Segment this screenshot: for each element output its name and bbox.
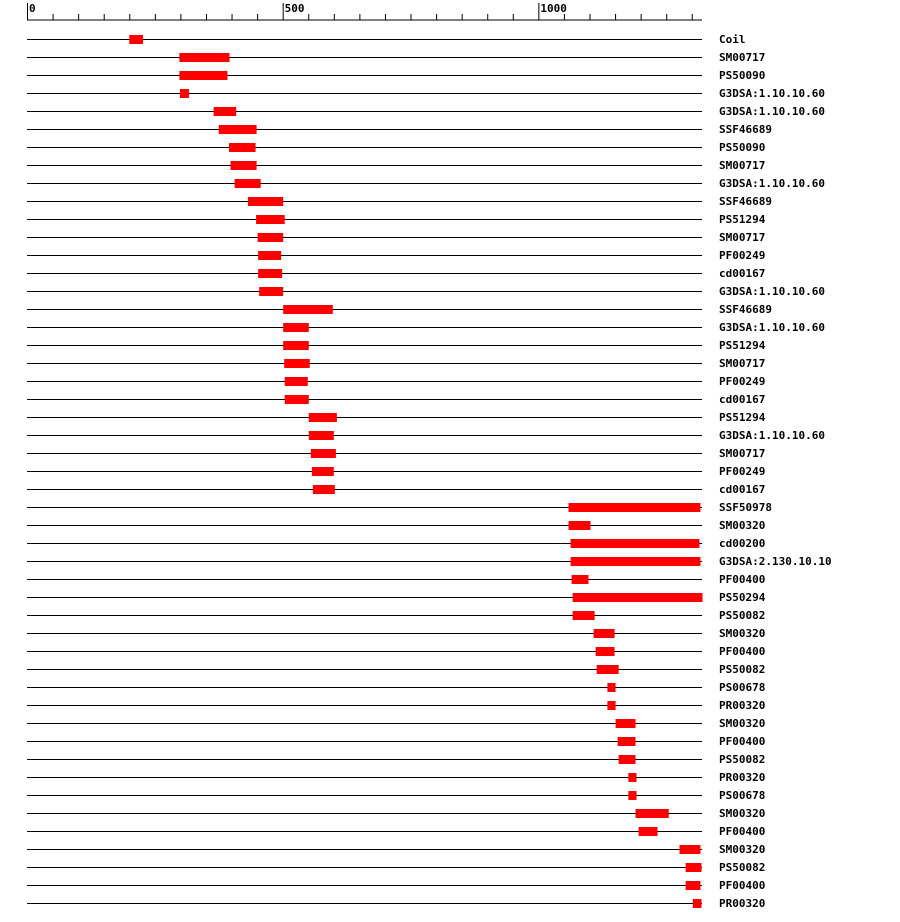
feature-track-row <box>27 141 765 154</box>
feature-bar[interactable] <box>619 755 636 764</box>
feature-track-row <box>27 447 765 460</box>
feature-bar[interactable] <box>179 71 227 80</box>
feature-track-row <box>27 789 765 802</box>
feature-bar[interactable] <box>573 611 595 620</box>
track-label: SM00320 <box>719 627 766 640</box>
feature-track-row <box>27 519 765 532</box>
feature-track-row <box>27 465 765 478</box>
track-label: SM00717 <box>719 447 766 460</box>
feature-bar[interactable] <box>283 341 309 350</box>
track-label: PS50294 <box>719 591 766 604</box>
feature-track-row <box>27 825 765 838</box>
feature-bar[interactable] <box>219 125 257 134</box>
track-label: G3DSA:1.10.10.60 <box>719 177 825 190</box>
feature-track-row <box>27 51 765 64</box>
axis-tick-label: 1000 <box>540 2 567 15</box>
feature-bar[interactable] <box>607 683 615 692</box>
track-label: PS50082 <box>719 753 766 766</box>
feature-track-row <box>27 303 772 316</box>
track-label: G3DSA:2.130.10.10 <box>719 555 832 568</box>
track-label: PF00249 <box>719 375 766 388</box>
feature-bar[interactable] <box>309 413 337 422</box>
feature-bar[interactable] <box>259 287 283 296</box>
track-label: SM00320 <box>719 807 766 820</box>
feature-track-row <box>27 717 765 730</box>
feature-track-row <box>27 285 825 298</box>
feature-bar[interactable] <box>569 503 701 512</box>
feature-bar[interactable] <box>283 323 309 332</box>
track-label: PF00400 <box>719 735 766 748</box>
feature-track-row <box>27 573 765 586</box>
feature-bar[interactable] <box>214 107 237 116</box>
track-label: SM00320 <box>719 519 766 532</box>
feature-track-row <box>27 897 765 910</box>
track-label: SM00320 <box>719 843 766 856</box>
feature-track-row <box>27 105 825 118</box>
feature-bar[interactable] <box>285 395 309 404</box>
feature-bar[interactable] <box>571 539 700 548</box>
track-label: SSF46689 <box>719 303 772 316</box>
track-label: G3DSA:1.10.10.60 <box>719 87 825 100</box>
feature-track-row <box>27 861 765 874</box>
track-label: PS00678 <box>719 789 766 802</box>
track-label: SM00717 <box>719 231 766 244</box>
track-label: PS50090 <box>719 69 766 82</box>
feature-bar[interactable] <box>607 701 615 710</box>
feature-track-row <box>27 699 765 712</box>
feature-bar[interactable] <box>686 881 701 890</box>
feature-bar[interactable] <box>597 665 619 674</box>
feature-track-row <box>27 195 772 208</box>
feature-track-row <box>27 213 766 226</box>
feature-bar[interactable] <box>129 35 143 44</box>
feature-bar[interactable] <box>258 233 284 242</box>
axis-tick-label: 0 <box>29 2 36 15</box>
feature-tracks <box>27 33 832 910</box>
feature-bar[interactable] <box>285 377 308 386</box>
track-label: G3DSA:1.10.10.60 <box>719 429 825 442</box>
feature-track-row <box>27 735 765 748</box>
feature-track-row <box>27 537 765 550</box>
feature-track-row <box>27 753 765 766</box>
track-label: PR00320 <box>719 771 766 784</box>
feature-bar[interactable] <box>628 791 636 800</box>
feature-track-row <box>27 231 765 244</box>
track-label: PF00249 <box>719 465 766 478</box>
track-label: SSF50978 <box>719 501 772 514</box>
track-label: Coil <box>719 33 746 46</box>
track-label: PS51294 <box>719 411 766 424</box>
track-label: cd00167 <box>719 483 766 496</box>
feature-track-row <box>27 123 772 136</box>
feature-bar[interactable] <box>311 449 336 458</box>
track-label: SSF46689 <box>719 123 772 136</box>
feature-track-row <box>27 159 765 172</box>
track-label: G3DSA:1.10.10.60 <box>719 285 825 298</box>
track-label: G3DSA:1.10.10.60 <box>719 321 825 334</box>
track-label: cd00200 <box>719 537 766 550</box>
feature-track-row <box>27 321 825 334</box>
feature-bar[interactable] <box>573 593 703 602</box>
axis-tick-label: 500 <box>284 2 305 15</box>
track-label: PR00320 <box>719 699 766 712</box>
feature-track-row <box>27 69 765 82</box>
track-label: SSF46689 <box>719 195 772 208</box>
feature-bar[interactable] <box>309 431 334 440</box>
track-label: SM00717 <box>719 159 766 172</box>
feature-bar[interactable] <box>179 53 229 62</box>
feature-bar[interactable] <box>258 269 282 278</box>
feature-track-row <box>27 33 746 46</box>
feature-bar[interactable] <box>231 161 257 170</box>
feature-bar[interactable] <box>258 251 281 260</box>
track-label: PF00400 <box>719 645 766 658</box>
feature-bar[interactable] <box>283 305 333 314</box>
feature-bar[interactable] <box>596 647 615 656</box>
feature-track-row <box>27 609 765 622</box>
feature-bar[interactable] <box>180 89 189 98</box>
feature-track-row <box>27 357 765 370</box>
feature-bar[interactable] <box>680 845 701 854</box>
feature-track-row <box>27 429 825 442</box>
feature-track-row <box>27 339 766 352</box>
track-label: SM00717 <box>719 51 766 64</box>
feature-track-row <box>27 267 765 280</box>
track-label: cd00167 <box>719 393 766 406</box>
feature-bar[interactable] <box>636 809 669 818</box>
feature-track-row <box>27 771 765 784</box>
feature-bar[interactable] <box>618 737 636 746</box>
track-label: PS50082 <box>719 609 766 622</box>
feature-track-row <box>27 411 766 424</box>
track-label: SM00717 <box>719 357 766 370</box>
feature-bar[interactable] <box>313 485 335 494</box>
feature-bar[interactable] <box>693 899 702 908</box>
feature-track-row <box>27 843 765 856</box>
track-label: PS50082 <box>719 861 766 874</box>
track-label: PF00249 <box>719 249 766 262</box>
track-label: cd00167 <box>719 267 766 280</box>
feature-bar[interactable] <box>248 197 283 206</box>
feature-track-row <box>27 249 765 262</box>
track-label: PS51294 <box>719 339 766 352</box>
feature-bar[interactable] <box>229 143 256 152</box>
track-label: PS50082 <box>719 663 766 676</box>
feature-track-row <box>27 501 772 514</box>
feature-bar[interactable] <box>616 719 636 728</box>
feature-bar[interactable] <box>572 575 589 584</box>
feature-track-row <box>27 393 765 406</box>
sequence-scale-axis <box>27 2 702 20</box>
feature-bar[interactable] <box>639 827 658 836</box>
feature-track-row <box>27 375 765 388</box>
feature-bar[interactable] <box>256 215 285 224</box>
track-label: PS50090 <box>719 141 766 154</box>
track-label: SM00320 <box>719 717 766 730</box>
feature-track-row <box>27 177 825 190</box>
feature-track-row <box>27 681 765 694</box>
track-label: G3DSA:1.10.10.60 <box>719 105 825 118</box>
feature-bar[interactable] <box>571 557 701 566</box>
feature-bar[interactable] <box>594 629 615 638</box>
feature-track-row <box>27 591 766 604</box>
track-label: PS00678 <box>719 681 766 694</box>
track-label: PF00400 <box>719 879 766 892</box>
feature-track-row <box>27 645 765 658</box>
feature-bar[interactable] <box>284 359 310 368</box>
feature-track-row <box>27 87 825 100</box>
feature-track-row <box>27 663 765 676</box>
track-label: PF00400 <box>719 573 766 586</box>
feature-track-row <box>27 555 832 568</box>
track-label: PF00400 <box>719 825 766 838</box>
track-label: PS51294 <box>719 213 766 226</box>
feature-bar[interactable] <box>569 521 591 530</box>
feature-bar[interactable] <box>235 179 261 188</box>
feature-bar[interactable] <box>628 773 636 782</box>
feature-track-row <box>27 627 765 640</box>
feature-bar[interactable] <box>312 467 334 476</box>
feature-track-row <box>27 483 765 496</box>
feature-track-row <box>27 807 765 820</box>
track-label: PR00320 <box>719 897 766 910</box>
feature-bar[interactable] <box>686 863 702 872</box>
feature-track-row <box>27 879 765 892</box>
